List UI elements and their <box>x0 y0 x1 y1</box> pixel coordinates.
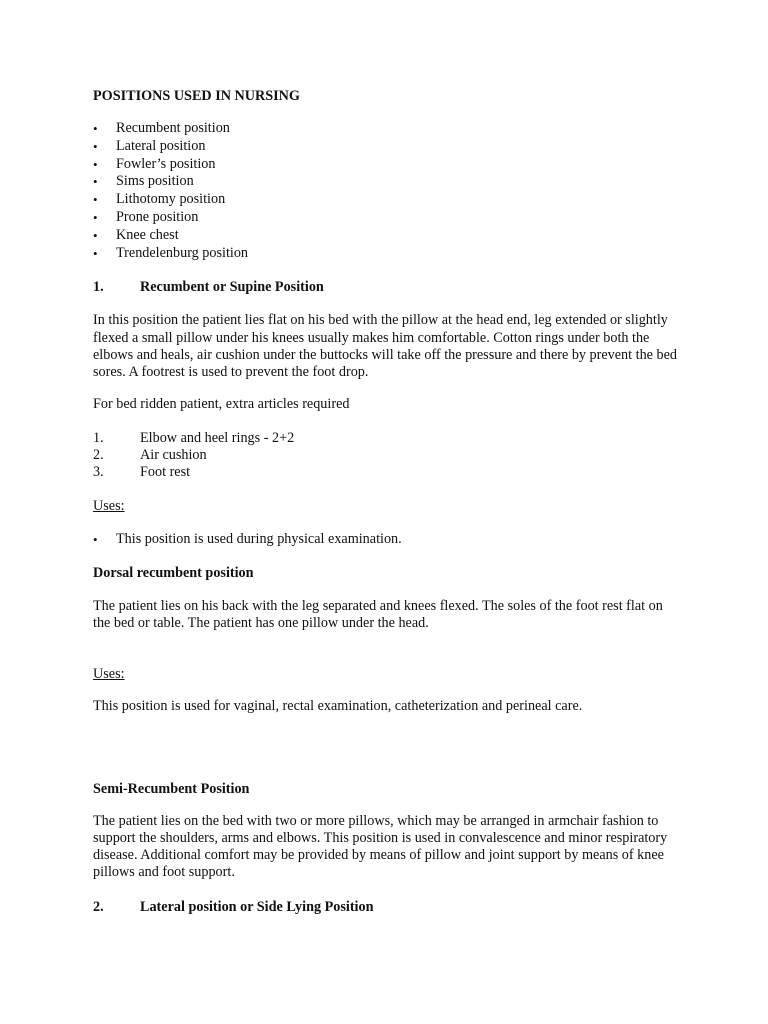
list-item: • Prone position <box>93 209 683 227</box>
uses-list <box>93 531 683 549</box>
list-item: 2. Air cushion <box>93 447 207 464</box>
section-heading-semi: Semi-Recumbent Position <box>93 780 250 797</box>
section-number: 2. <box>93 898 104 915</box>
list-item: • This position is used during physical examination. <box>93 531 683 549</box>
section-number: 1. <box>93 279 104 296</box>
uses-label: Uses: <box>93 498 125 515</box>
positions-list <box>93 120 683 262</box>
list-item: • Lateral position <box>93 138 683 156</box>
dorsal-uses: This position is used for vaginal, rectal examination, catheterization and perineal care. <box>93 697 583 714</box>
dorsal-paragraph: The patient lies on his back with the leg separated and knees flexed. The soles of the foot rest flat on the bed or table. The patient has one pillow under the head. <box>93 598 663 632</box>
list-item: 1. Elbow and heel rings - 2+2 <box>93 430 295 447</box>
list-item: • Lithotomy position <box>93 191 683 209</box>
articles-list <box>93 430 683 481</box>
list-item: • Trendelenburg position <box>93 245 683 263</box>
section-heading-lateral <box>93 897 683 917</box>
section-heading-recumbent <box>93 277 683 297</box>
list-item: 3. Foot rest <box>93 464 191 481</box>
list-item: • Recumbent position <box>93 120 683 138</box>
section-heading-dorsal: Dorsal recumbent position <box>93 565 254 582</box>
semi-paragraph: The patient lies on the bed with two or more pillows, which may be arranged in armchair fashion to support the shoulders, arms and elbows. This position is used in convalescence and minor respiratory disease. Additional comfort may be provided by means of pillow and joint support by means of knee pillows and foot support. <box>93 812 668 881</box>
articles-intro: For bed ridden patient, extra articles required <box>93 396 350 413</box>
document-title: POSITIONS USED IN NURSING <box>93 88 300 104</box>
section-title: Recumbent or Supine Position <box>140 279 324 296</box>
uses-label: Uses: <box>93 665 125 682</box>
list-item: • Fowler’s position <box>93 156 683 174</box>
section-title: Lateral position or Side Lying Position <box>140 898 374 915</box>
recumbent-paragraph: In this position the patient lies flat on his bed with the pillow at the head end, leg extended or slightly flexed a small pillow under his knees usually makes him comfortable. Cotton rings under both the elbows and heals, air cushion under the buttocks will take off the pressure and there by prevent the bed sores. A footrest is used to prevent the foot drop. <box>93 312 678 380</box>
list-item: • Knee chest <box>93 227 683 245</box>
document-page <box>93 86 683 917</box>
list-item: • Sims position <box>93 173 683 191</box>
